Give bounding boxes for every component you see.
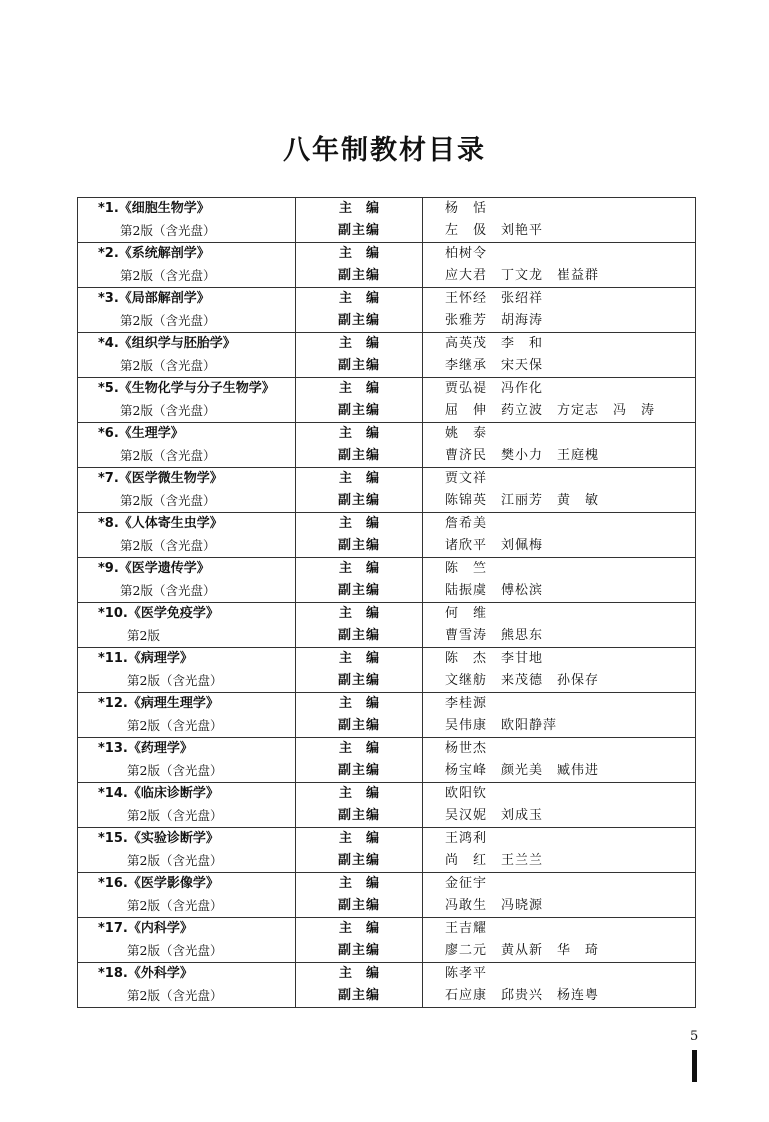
book-edition: 第2版（含光盘） — [120, 493, 216, 508]
book-row — [78, 738, 696, 783]
deputy-editor-label: 副主编 — [337, 448, 380, 463]
book-edition: 第2版（含光盘） — [127, 988, 223, 1003]
book-cell — [78, 198, 296, 243]
role-cell — [296, 738, 423, 783]
book-cell — [78, 423, 296, 468]
deputy-editor-label: 副主编 — [337, 493, 380, 508]
book-title: *12.《病理生理学》 — [98, 696, 219, 711]
editors-cell — [423, 693, 696, 738]
deputy-editor-names: 曹济民 樊小力 王庭槐 — [445, 448, 600, 463]
book-edition: 第2版（含光盘） — [120, 358, 216, 373]
editors-cell — [423, 513, 696, 558]
book-edition: 第2版（含光盘） — [120, 448, 216, 463]
deputy-editor-names: 左 伋 刘艳平 — [445, 223, 544, 238]
book-cell — [78, 918, 296, 963]
chief-editor-label: 主编 — [338, 471, 393, 486]
editors-cell — [423, 423, 696, 468]
chief-editor-names: 王吉耀 — [445, 921, 488, 936]
book-edition: 第2版（含光盘） — [127, 898, 223, 913]
role-cell — [296, 693, 423, 738]
deputy-editor-label: 副主编 — [337, 853, 380, 868]
book-row — [78, 198, 696, 243]
deputy-editor-label: 副主编 — [337, 808, 380, 823]
role-cell — [296, 288, 423, 333]
editors-cell — [423, 963, 696, 1008]
editors-cell — [423, 783, 696, 828]
chief-editor-label: 主编 — [338, 921, 393, 936]
book-edition: 第2版（含光盘） — [127, 673, 223, 688]
chief-editor-label: 主编 — [338, 516, 393, 531]
book-edition: 第2版（含光盘） — [127, 943, 223, 958]
chief-editor-names: 陈孝平 — [445, 966, 488, 981]
editors-cell — [423, 738, 696, 783]
chief-editor-names: 陈 竺 — [445, 561, 488, 576]
chief-editor-label: 主编 — [338, 336, 393, 351]
editors-cell — [423, 648, 696, 693]
editors-cell — [423, 558, 696, 603]
book-cell — [78, 693, 296, 738]
chief-editor-names: 金征宇 — [445, 876, 488, 891]
book-title: *17.《内科学》 — [98, 921, 193, 936]
deputy-editor-label: 副主编 — [337, 628, 380, 643]
chief-editor-names: 杨 恬 — [445, 201, 488, 216]
book-cell — [78, 243, 296, 288]
deputy-editor-label: 副主编 — [337, 403, 380, 418]
role-cell — [296, 603, 423, 648]
chief-editor-label: 主编 — [338, 786, 393, 801]
chief-editor-names: 柏树令 — [445, 246, 488, 261]
deputy-editor-label: 副主编 — [337, 223, 380, 238]
page-edge-bar — [692, 1050, 697, 1082]
deputy-editor-label: 副主编 — [337, 988, 380, 1003]
chief-editor-label: 主编 — [338, 561, 393, 576]
chief-editor-label: 主编 — [338, 831, 393, 846]
chief-editor-label: 主编 — [338, 381, 393, 396]
book-cell — [78, 513, 296, 558]
book-title: *16.《医学影像学》 — [98, 876, 219, 891]
chief-editor-names: 杨世杰 — [445, 741, 488, 756]
editors-cell — [423, 333, 696, 378]
book-edition: 第2版（含光盘） — [127, 853, 223, 868]
textbook-catalog-table — [77, 197, 696, 1008]
role-cell — [296, 873, 423, 918]
book-row — [78, 828, 696, 873]
chief-editor-names: 高英茂 李 和 — [445, 336, 544, 351]
book-cell — [78, 738, 296, 783]
role-cell — [296, 423, 423, 468]
book-title: *10.《医学免疫学》 — [98, 606, 219, 621]
page-number: 5 — [690, 1029, 699, 1044]
book-row — [78, 513, 696, 558]
role-cell — [296, 963, 423, 1008]
book-row — [78, 648, 696, 693]
book-edition: 第2版 — [127, 628, 160, 643]
deputy-editor-label: 副主编 — [337, 358, 380, 373]
catalog-body — [78, 198, 696, 1008]
book-cell — [78, 333, 296, 378]
deputy-editor-label: 副主编 — [337, 313, 380, 328]
chief-editor-label: 主编 — [338, 246, 393, 261]
book-row — [78, 693, 696, 738]
chief-editor-label: 主编 — [338, 741, 393, 756]
role-cell — [296, 828, 423, 873]
book-row — [78, 918, 696, 963]
book-edition: 第2版（含光盘） — [120, 313, 216, 328]
deputy-editor-names: 曹雪涛 熊思东 — [445, 628, 544, 643]
role-cell — [296, 243, 423, 288]
deputy-editor-names: 石应康 邱贵兴 杨连粤 — [445, 988, 600, 1003]
page-title: 八年制教材目录 — [283, 135, 486, 166]
chief-editor-names: 姚 泰 — [445, 426, 488, 441]
editors-cell — [423, 198, 696, 243]
book-cell — [78, 558, 296, 603]
role-cell — [296, 198, 423, 243]
book-row — [78, 378, 696, 423]
book-row — [78, 288, 696, 333]
deputy-editor-label: 副主编 — [337, 763, 380, 778]
deputy-editor-label: 副主编 — [337, 943, 380, 958]
role-cell — [296, 333, 423, 378]
book-title: *11.《病理学》 — [98, 651, 193, 666]
chief-editor-names: 贾弘禔 冯作化 — [445, 381, 544, 396]
book-row — [78, 243, 696, 288]
book-row — [78, 333, 696, 378]
chief-editor-names: 陈 杰 李甘地 — [445, 651, 544, 666]
chief-editor-names: 詹希美 — [445, 516, 488, 531]
deputy-editor-names: 李继承 宋天保 — [445, 358, 544, 373]
chief-editor-label: 主编 — [338, 291, 393, 306]
book-edition: 第2版（含光盘） — [127, 808, 223, 823]
book-title: *15.《实验诊断学》 — [98, 831, 219, 846]
deputy-editor-names: 冯敢生 冯晓源 — [445, 898, 544, 913]
book-row — [78, 873, 696, 918]
book-row — [78, 783, 696, 828]
editors-cell — [423, 288, 696, 333]
book-title: *4.《组织学与胚胎学》 — [98, 336, 236, 351]
deputy-editor-label: 副主编 — [337, 583, 380, 598]
deputy-editor-names: 诸欣平 刘佩梅 — [445, 538, 544, 553]
book-title: *18.《外科学》 — [98, 966, 193, 981]
book-title: *2.《系统解剖学》 — [98, 246, 210, 261]
deputy-editor-names: 陈锦英 江丽芳 黄 敏 — [445, 493, 600, 508]
book-cell — [78, 873, 296, 918]
book-row — [78, 603, 696, 648]
deputy-editor-label: 副主编 — [337, 718, 380, 733]
chief-editor-label: 主编 — [338, 696, 393, 711]
chief-editor-label: 主编 — [338, 966, 393, 981]
book-title: *14.《临床诊断学》 — [98, 786, 219, 801]
book-cell — [78, 963, 296, 1008]
book-row — [78, 423, 696, 468]
deputy-editor-names: 应大君 丁文龙 崔益群 — [445, 268, 600, 283]
deputy-editor-names: 张雅芳 胡海涛 — [445, 313, 544, 328]
deputy-editor-names: 廖二元 黄从新 华 琦 — [445, 943, 600, 958]
book-row — [78, 468, 696, 513]
editors-cell — [423, 468, 696, 513]
book-edition: 第2版（含光盘） — [120, 538, 216, 553]
chief-editor-names: 李桂源 — [445, 696, 488, 711]
book-cell — [78, 783, 296, 828]
chief-editor-label: 主编 — [338, 876, 393, 891]
editors-cell — [423, 243, 696, 288]
book-edition: 第2版（含光盘） — [120, 583, 216, 598]
chief-editor-label: 主编 — [338, 606, 393, 621]
book-title: *9.《医学遗传学》 — [98, 561, 210, 576]
chief-editor-names: 王怀经 张绍祥 — [445, 291, 544, 306]
editors-cell — [423, 918, 696, 963]
book-edition: 第2版（含光盘） — [120, 268, 216, 283]
book-title: *6.《生理学》 — [98, 426, 184, 441]
book-cell — [78, 288, 296, 333]
book-title: *3.《局部解剖学》 — [98, 291, 210, 306]
role-cell — [296, 513, 423, 558]
chief-editor-names: 王鸿利 — [445, 831, 488, 846]
chief-editor-names: 贾文祥 — [445, 471, 488, 486]
book-title: *1.《细胞生物学》 — [98, 201, 210, 216]
deputy-editor-label: 副主编 — [337, 898, 380, 913]
book-edition: 第2版（含光盘） — [127, 763, 223, 778]
deputy-editor-names: 吴伟康 欧阳静萍 — [445, 718, 558, 733]
deputy-editor-names: 陆振虞 傅松滨 — [445, 583, 544, 598]
chief-editor-label: 主编 — [338, 201, 393, 216]
book-cell — [78, 648, 296, 693]
book-title: *5.《生物化学与分子生物学》 — [98, 381, 275, 396]
book-cell — [78, 378, 296, 423]
editors-cell — [423, 873, 696, 918]
book-title: *8.《人体寄生虫学》 — [98, 516, 223, 531]
deputy-editor-names: 屈 伸 药立波 方定志 冯 涛 — [445, 403, 656, 418]
chief-editor-names: 何 维 — [445, 606, 488, 621]
chief-editor-label: 主编 — [338, 426, 393, 441]
book-edition: 第2版（含光盘） — [120, 223, 216, 238]
book-title: *13.《药理学》 — [98, 741, 193, 756]
deputy-editor-names: 文继舫 来茂德 孙保存 — [445, 673, 600, 688]
editors-cell — [423, 603, 696, 648]
deputy-editor-names: 吴汉妮 刘成玉 — [445, 808, 544, 823]
book-row — [78, 558, 696, 603]
editors-cell — [423, 828, 696, 873]
book-cell — [78, 468, 296, 513]
book-cell — [78, 828, 296, 873]
book-cell — [78, 603, 296, 648]
deputy-editor-label: 副主编 — [337, 673, 380, 688]
book-edition: 第2版（含光盘） — [120, 403, 216, 418]
editors-cell — [423, 378, 696, 423]
chief-editor-names: 欧阳钦 — [445, 786, 488, 801]
book-title: *7.《医学微生物学》 — [98, 471, 223, 486]
book-row — [78, 963, 696, 1008]
chief-editor-label: 主编 — [338, 651, 393, 666]
deputy-editor-names: 尚 红 王兰兰 — [445, 853, 544, 868]
role-cell — [296, 558, 423, 603]
role-cell — [296, 378, 423, 423]
role-cell — [296, 918, 423, 963]
deputy-editor-label: 副主编 — [337, 268, 380, 283]
role-cell — [296, 468, 423, 513]
deputy-editor-names: 杨宝峰 颜光美 臧伟进 — [445, 763, 600, 778]
role-cell — [296, 648, 423, 693]
role-cell — [296, 783, 423, 828]
deputy-editor-label: 副主编 — [337, 538, 380, 553]
book-edition: 第2版（含光盘） — [127, 718, 223, 733]
